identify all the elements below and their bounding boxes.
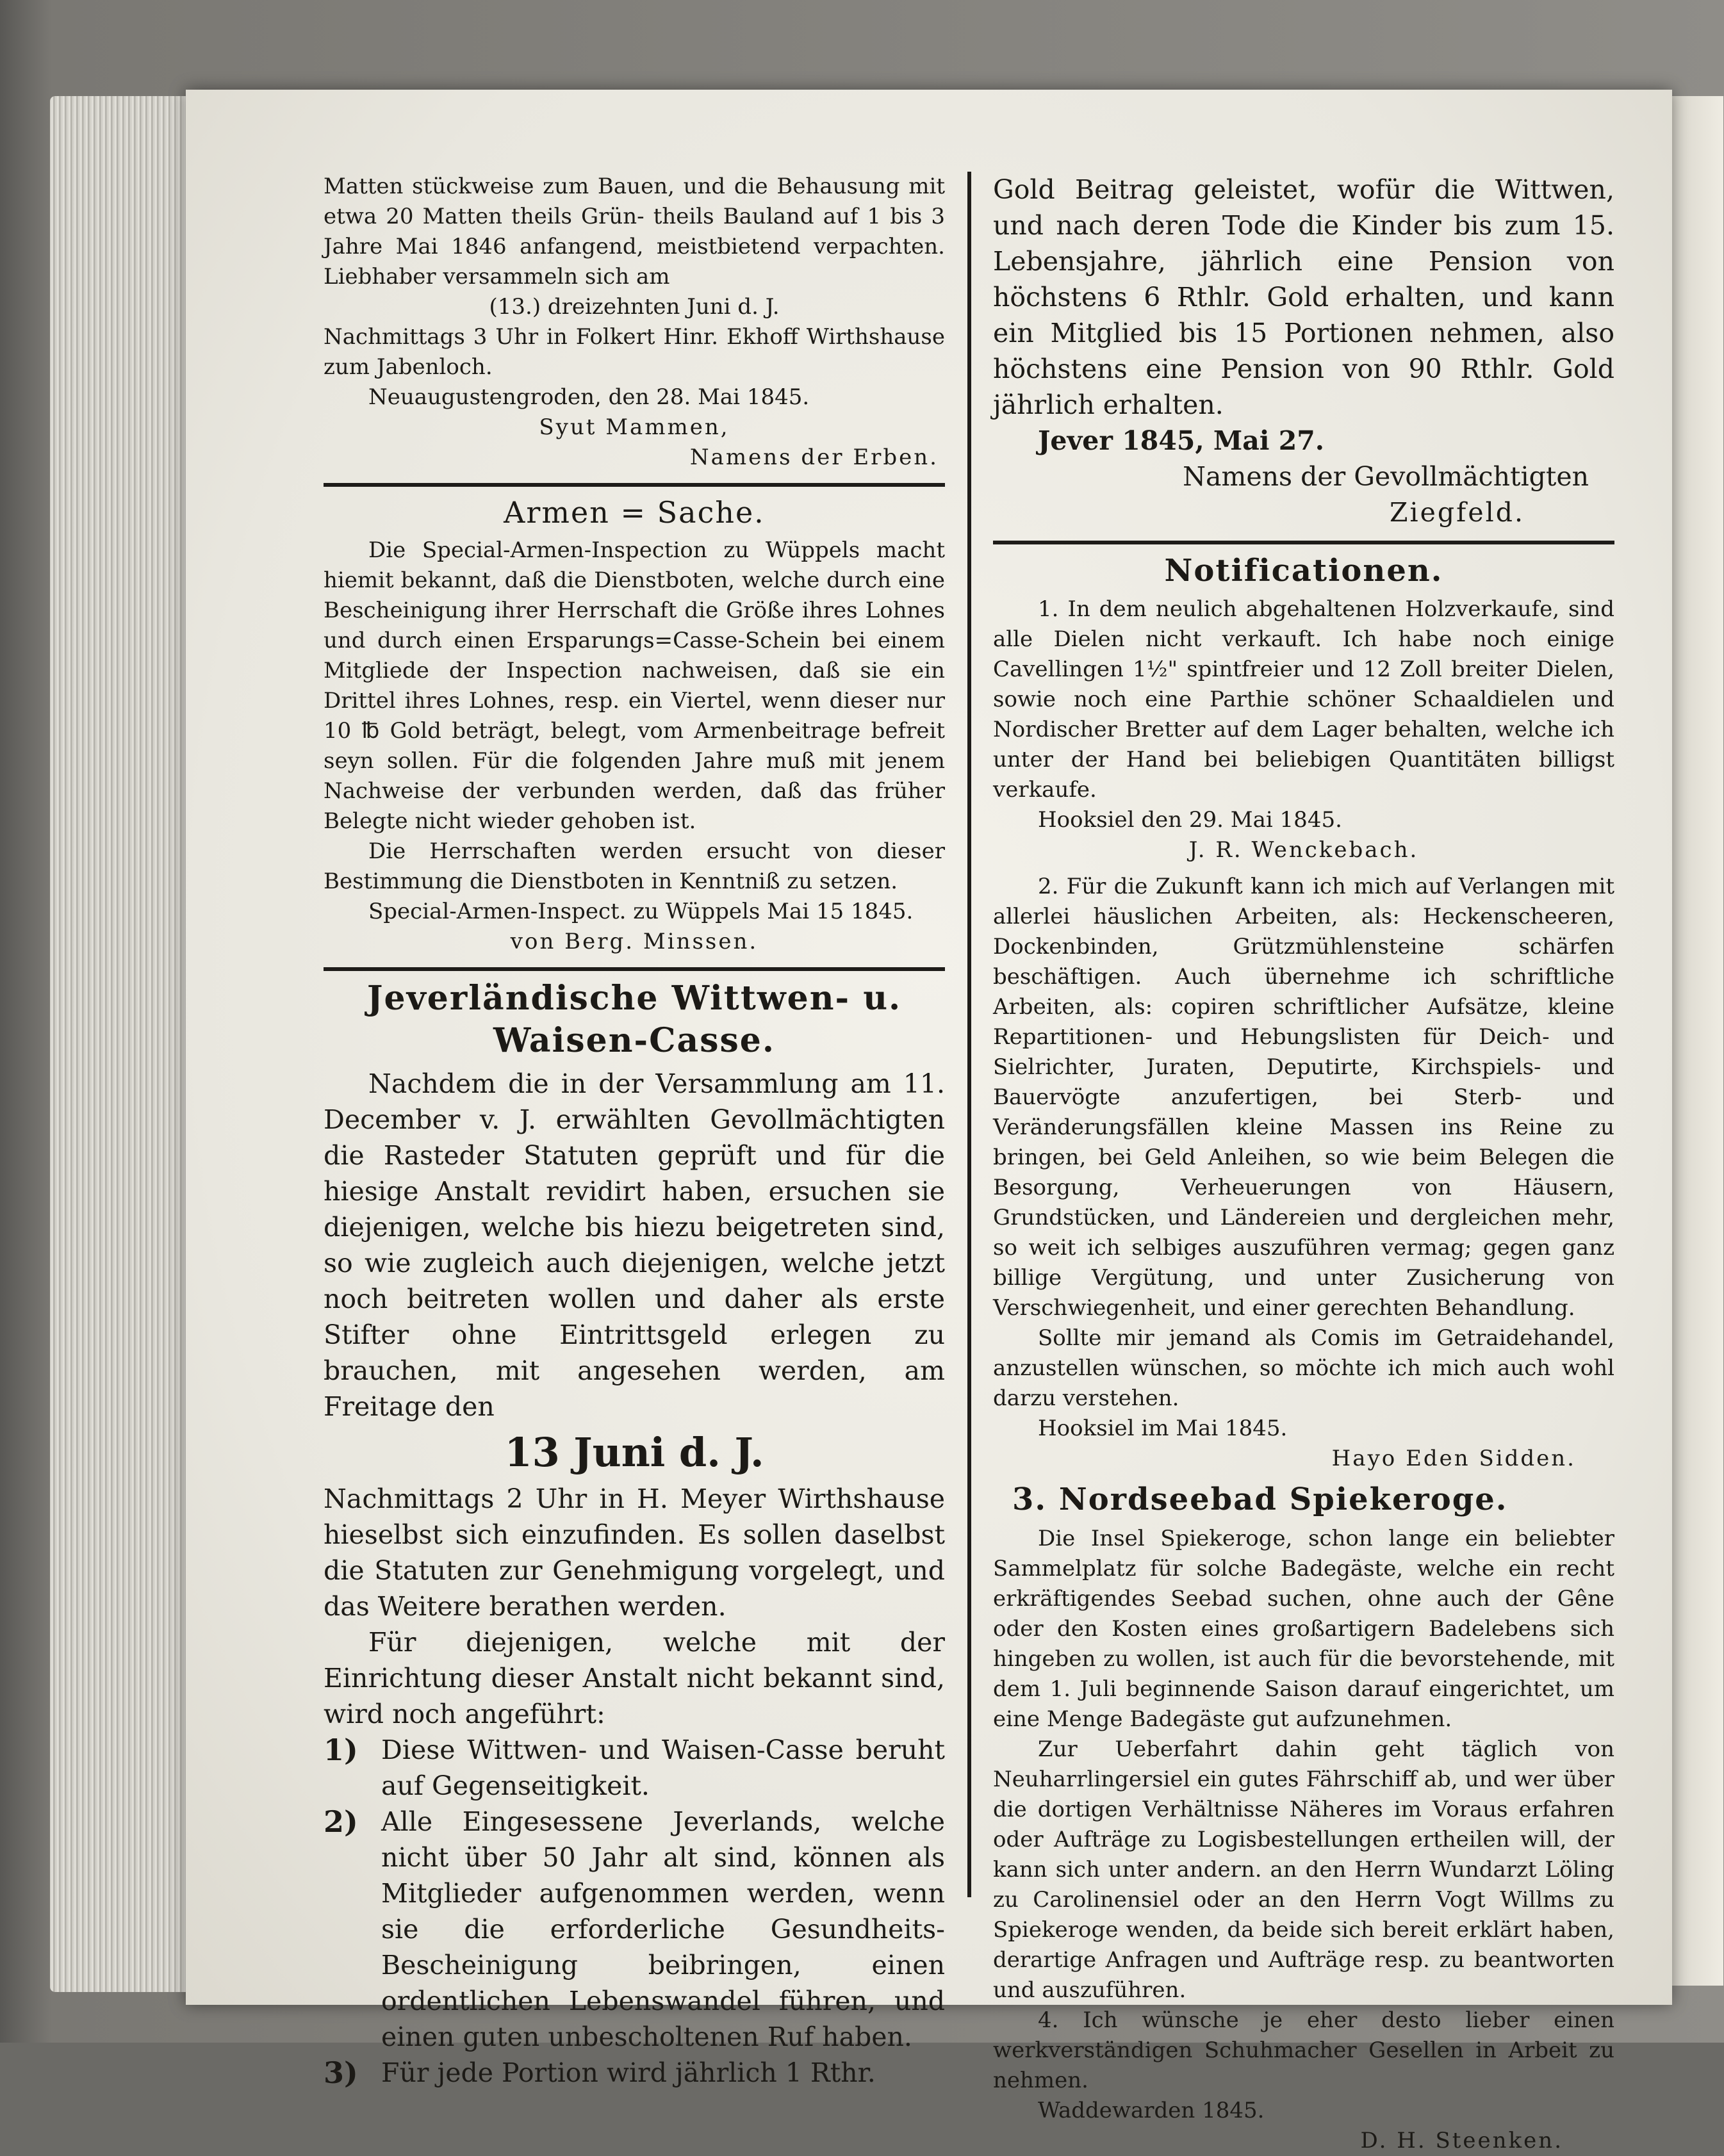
list-text: Für jede Portion wird jährlich 1 Rthr.: [381, 2057, 876, 2088]
armen-signature: von Berg. Minssen.: [510, 929, 759, 954]
wittwen-body: Nachdem die in der Versammlung am 11. December v. J. erwählten Gevollmächtigten die Rasteder Statuten geprüft und für die hiesige Anstalt revidirt haben, ersuchen sie diejenigen, welche bis hiezu beigetreten sind, so wie zugleich auch diejenigen, welche jetzt noch beitreten wollen und daher als erste Stifter ohne Eintrittsgeld erlegen zu brauchen, mit angesehen werden, am Freitage den: [324, 1068, 945, 1422]
section-rule: [324, 967, 945, 971]
list-number: 1): [324, 1733, 358, 1767]
list-text: Diese Wittwen- und Waisen-Casse beruht auf Gegenseitigkeit.: [381, 1735, 945, 1801]
notification-3: Die Insel Spiekeroge, schon lange ein beliebter Sammelplatz für solche Badegäste, welche ein recht erkräftigendes Seebad suchen, ohne auch der Gêne oder den Kosten eines großartigern Badelebens sich hingeben zu wollen, ist auch für die bevorstehende, mit dem 1. Juli beginnende Saison darauf eingerichtet, um eine Menge Badegäste gut aufzunehmen.: [993, 1526, 1614, 1732]
armen-body-2: Die Herrschaften werden ersucht von dieser Bestimmung die Dienstboten in Kenntniß zu setzen.: [324, 838, 945, 894]
matten-notice: Matten stückweise zum Bauen, und die Behausung mit etwa 20 Matten theils Grün- theils Bauland auf 1 bis 3 Jahre Mai 1846 anfangend, meistbietend verpachten. Liebhaber versammeln sich am: [324, 174, 945, 290]
notification-3-title: 3. Nordseebad Spiekeroge.: [1012, 1482, 1508, 1517]
armen-title: Armen = Sache.: [504, 495, 765, 530]
notification-2-b: Sollte mir jemand als Comis im Getraidehandel, anzustellen wünschen, so möchte ich mich auch wohl darzu verstehen.: [993, 1325, 1614, 1411]
list-number: 2): [324, 1804, 358, 1839]
wittwen-title: Jeverländische Wittwen- u. Waisen-Casse.: [366, 979, 902, 1060]
wittwen-signature: Ziegfeld.: [1390, 497, 1525, 528]
notification-2-dateline: Hooksiel im Mai 1845.: [1038, 1416, 1288, 1441]
list-number: 3): [324, 2055, 358, 2090]
notification-2-signature: Hayo Eden Sidden.: [1331, 1446, 1576, 1471]
notification-2: 2. Für die Zukunft kann ich mich auf Verlangen mit allerlei häuslichen Arbeiten, als: Heckenscheeren, Dockenbinden, Grützmühlensteine schärfen beschäftigen. Auch übernehme ich schriftliche Arbeiten, als: copiren schriftlicher Aufsätze, kleine Repartitionen- und Hebungslisten für Deich- und Sielrichter, Juraten, Deputirte, Kirchspiels- und Bauervögte anzufertigen, bei Sterb- und Veränderungsfällen kleine Massen ins Reine zu bringen, bei Geld Anleihen, so wie beim Belegen die Besorgung, Verheuerungen von Häusern, Grundstücken, und Ländereien und dergleichen mehr, so weit ich selbiges auszuführen vermag; gegen ganz billige Vergütung, und unter Zusicherung von Verschwiegenheit, und einer gerechten Behandlung.: [993, 874, 1614, 1321]
notification-4-signature: D. H. Steenken.: [1360, 2128, 1563, 2153]
list-item: [324, 1804, 945, 2055]
notification-4: 4. Ich wünsche je eher desto lieber einen werkverständigen Schuhmacher Gesellen in Arbeit zu nehmen.: [993, 2007, 1614, 2093]
matten-signature: Syut Mammen,: [539, 414, 730, 440]
matten-signature-role: Namens der Erben.: [689, 445, 939, 470]
armen-body: Die Special-Armen-Inspection zu Wüppels macht hiemit bekannt, daß die Dienstboten, welche durch eine Bescheinigung ihrer Herrschaft die Größe ihres Lohnes und durch einen Ersparungs=Casse-Schein bei einem Mitgliede der Inspection nachweisen, daß sie ein Drittel ihres Lohnes, resp. ein Viertel, wenn dieser nur 10 ℔ Gold beträgt, belegt, vom Armenbeitrage befreit seyn sollen. Für die folgenden Jahre muß mit jenem Nachweise der verbunden werden, daß das früher Belegte nicht wieder gehoben ist.: [324, 537, 945, 834]
list-item: [324, 1732, 945, 1804]
section-rule: [324, 483, 945, 487]
armen-dateline: Special-Armen-Inspect. zu Wüppels Mai 15 1845.: [368, 899, 914, 924]
wittwen-signature-role: Namens der Gevollmächtigten: [1183, 461, 1589, 492]
list-item: [324, 2055, 945, 2091]
column-divider: [967, 172, 971, 1897]
right-column: [993, 172, 1614, 2156]
notifications-title: Notificationen.: [1164, 553, 1443, 589]
wittwen-dateline: Jever 1845, Mai 27.: [1038, 425, 1325, 456]
adjacent-page-edge: [1672, 96, 1723, 1986]
wittwen-body-3: Für diejenigen, welche mit der Einrichtung dieser Anstalt nicht bekannt sind, wird noch angeführt:: [324, 1627, 945, 1729]
section-rule: [993, 541, 1614, 544]
matten-dateline: Neuaugustengroden, den 28. Mai 1845.: [368, 384, 810, 410]
notification-3-b: Zur Ueberfahrt dahin geht täglich von Neuharrlingersiel ein gutes Fährschiff ab, und wer über die dortigen Verhältnisse Näheres im Voraus erfahren oder Aufträge zu Logisbestellungen ertheilen will, der kann sich unter andern. an den Herrn Wundarzt Löling zu Carolinensiel oder an den Herrn Vogt Willms zu Spiekeroge wenden, da beide sich bereit erklärt haben, derartige Anfragen und Aufträge resp. zu beantworten und auszuführen.: [993, 1736, 1614, 2003]
wittwen-continuation: Gold Beitrag geleistet, wofür die Wittwen, und nach deren Tode die Kinder bis zum 15. Lebensjahre, jährlich eine Pension von höchstens 6 Rthlr. Gold erhalten, und kann ein Mitglied bis 15 Portionen nehmen, also höchstens eine Pension von 90 Rthlr. Gold jährlich erhalten.: [993, 174, 1614, 420]
notification-1-dateline: Hooksiel den 29. Mai 1845.: [1038, 807, 1342, 833]
book-page-edges: [50, 96, 197, 1992]
wittwen-meeting-date: 13 Juni d. J.: [504, 1429, 764, 1476]
notification-4-dateline: Waddewarden 1845.: [1038, 2098, 1265, 2123]
matten-place: Nachmittags 3 Uhr in Folkert Hinr. Ekhoff Wirthshause zum Jabenloch.: [324, 324, 945, 380]
matten-date: (13.) dreizehnten Juni d. J.: [489, 294, 780, 320]
list-text: Alle Eingesessene Jeverlands, welche nicht über 50 Jahr alt sind, können als Mitglieder aufgenommen werden, wenn sie die erforderliche Gesundheits-Bescheinigung beibringen, einen ordentlichen Lebenswandel führen, und einen guten unbescholtenen Ruf haben.: [381, 1806, 945, 2052]
left-column: [324, 172, 945, 2091]
wittwen-body-2: Nachmittags 2 Uhr in H. Meyer Wirthshause hieselbst sich einzufinden. Es sollen daselbst die Statuten zur Genehmigung vorgelegt, und das Weitere berathen werden.: [324, 1483, 945, 1622]
notification-1-signature: J. R. Wenckebach.: [1188, 837, 1419, 863]
notification-1: 1. In dem neulich abgehaltenen Holzverkaufe, sind alle Dielen nicht verkauft. Ich habe noch einige Cavellingen 1½" spintfreier und 12 Zoll breiter Dielen, sowie noch eine Parthie schöner Schaaldielen und Nordischer Bretter auf dem Lager behalten, welche ich unter der Hand bei beliebigen Quantitäten billigst verkaufe.: [993, 596, 1614, 803]
